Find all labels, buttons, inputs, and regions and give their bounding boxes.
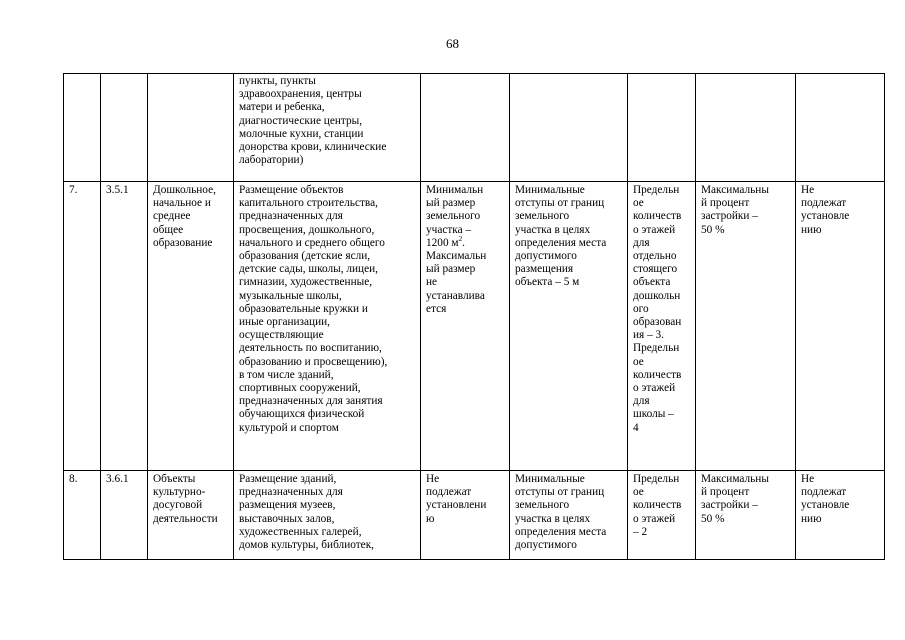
plot-size-cell [421,74,510,182]
use-code-cell [101,74,148,182]
setbacks-cell: Минимальные отступы от границ земельного участка в целях определения места допустимого [510,471,628,560]
table-row [64,182,885,471]
row-number-cell: 8. [64,471,101,560]
plot-size-cell: Не подлежат установлени ю [421,471,510,560]
coverage-cell: Максимальны й процент застройки – 50 % [696,471,796,560]
floors-cell: Предельн ое количеств о этажей для отдельно стоящего объекта дошкольн ого образован ия – 3. Предельн ое количеств о этажей для школы – 4 [628,182,696,471]
use-name-cell [148,74,234,182]
use-description-cell: Размещение зданий, предназначенных для размещения музеев, выставочных залов, художественных галерей, домов культуры, библиотек, [234,471,421,560]
use-description-cell: Размещение объектов капитального строительства, предназначенных для просвещения, дошкольного, начального и среднего общего образования (детские ясли, детские сады, школы, лицеи, гимназии, художественные, музыкальные школы, образовательные кружки и иные организации, осуществляющие деятельность по воспитанию, образованию и просвещению), в том числе зданий, спортивных сооружений, предназначенных для занятия обучающихся физической культурой и спортом [234,182,421,471]
use-description-cell: пункты, пункты здравоохранения, центры матери и ребенка, диагностические центры, молочные кухни, станции донорства крови, клинические лаборатории) [234,74,421,182]
land-use-regulations-table [63,73,885,560]
floors-cell [628,74,696,182]
setbacks-cell [510,74,628,182]
plot-size-cell [421,182,510,471]
use-name-cell: Дошкольное, начальное и среднее общее образование [148,182,234,471]
coverage-cell: Максимальны й процент застройки – 50 % [696,182,796,471]
setbacks-cell: Минимальные отступы от границ земельного участка в целях определения места допустимого размещения объекта – 5 м [510,182,628,471]
plot-size-superscript: 2 [458,235,463,244]
other-params-cell: Не подлежат установле нию [796,182,885,471]
other-params-cell [796,74,885,182]
use-name-cell: Объекты культурно- досуговой деятельности [148,471,234,560]
coverage-cell [696,74,796,182]
use-code-cell: 3.6.1 [101,471,148,560]
page-number: 68 [446,36,459,51]
plot-size-text-continued: . Максимальн ый размер не устанавлива ется [426,236,487,315]
table-row [64,471,885,560]
use-code-cell: 3.5.1 [101,182,148,471]
other-params-cell: Не подлежат установле нию [796,471,885,560]
row-number-cell [64,74,101,182]
plot-size-text: Минимальн ый размер земельного участка – 1200 м [426,184,484,249]
table-row [64,74,885,182]
row-number-cell: 7. [64,182,101,471]
floors-cell: Предельн ое количеств о этажей – 2 [628,471,696,560]
